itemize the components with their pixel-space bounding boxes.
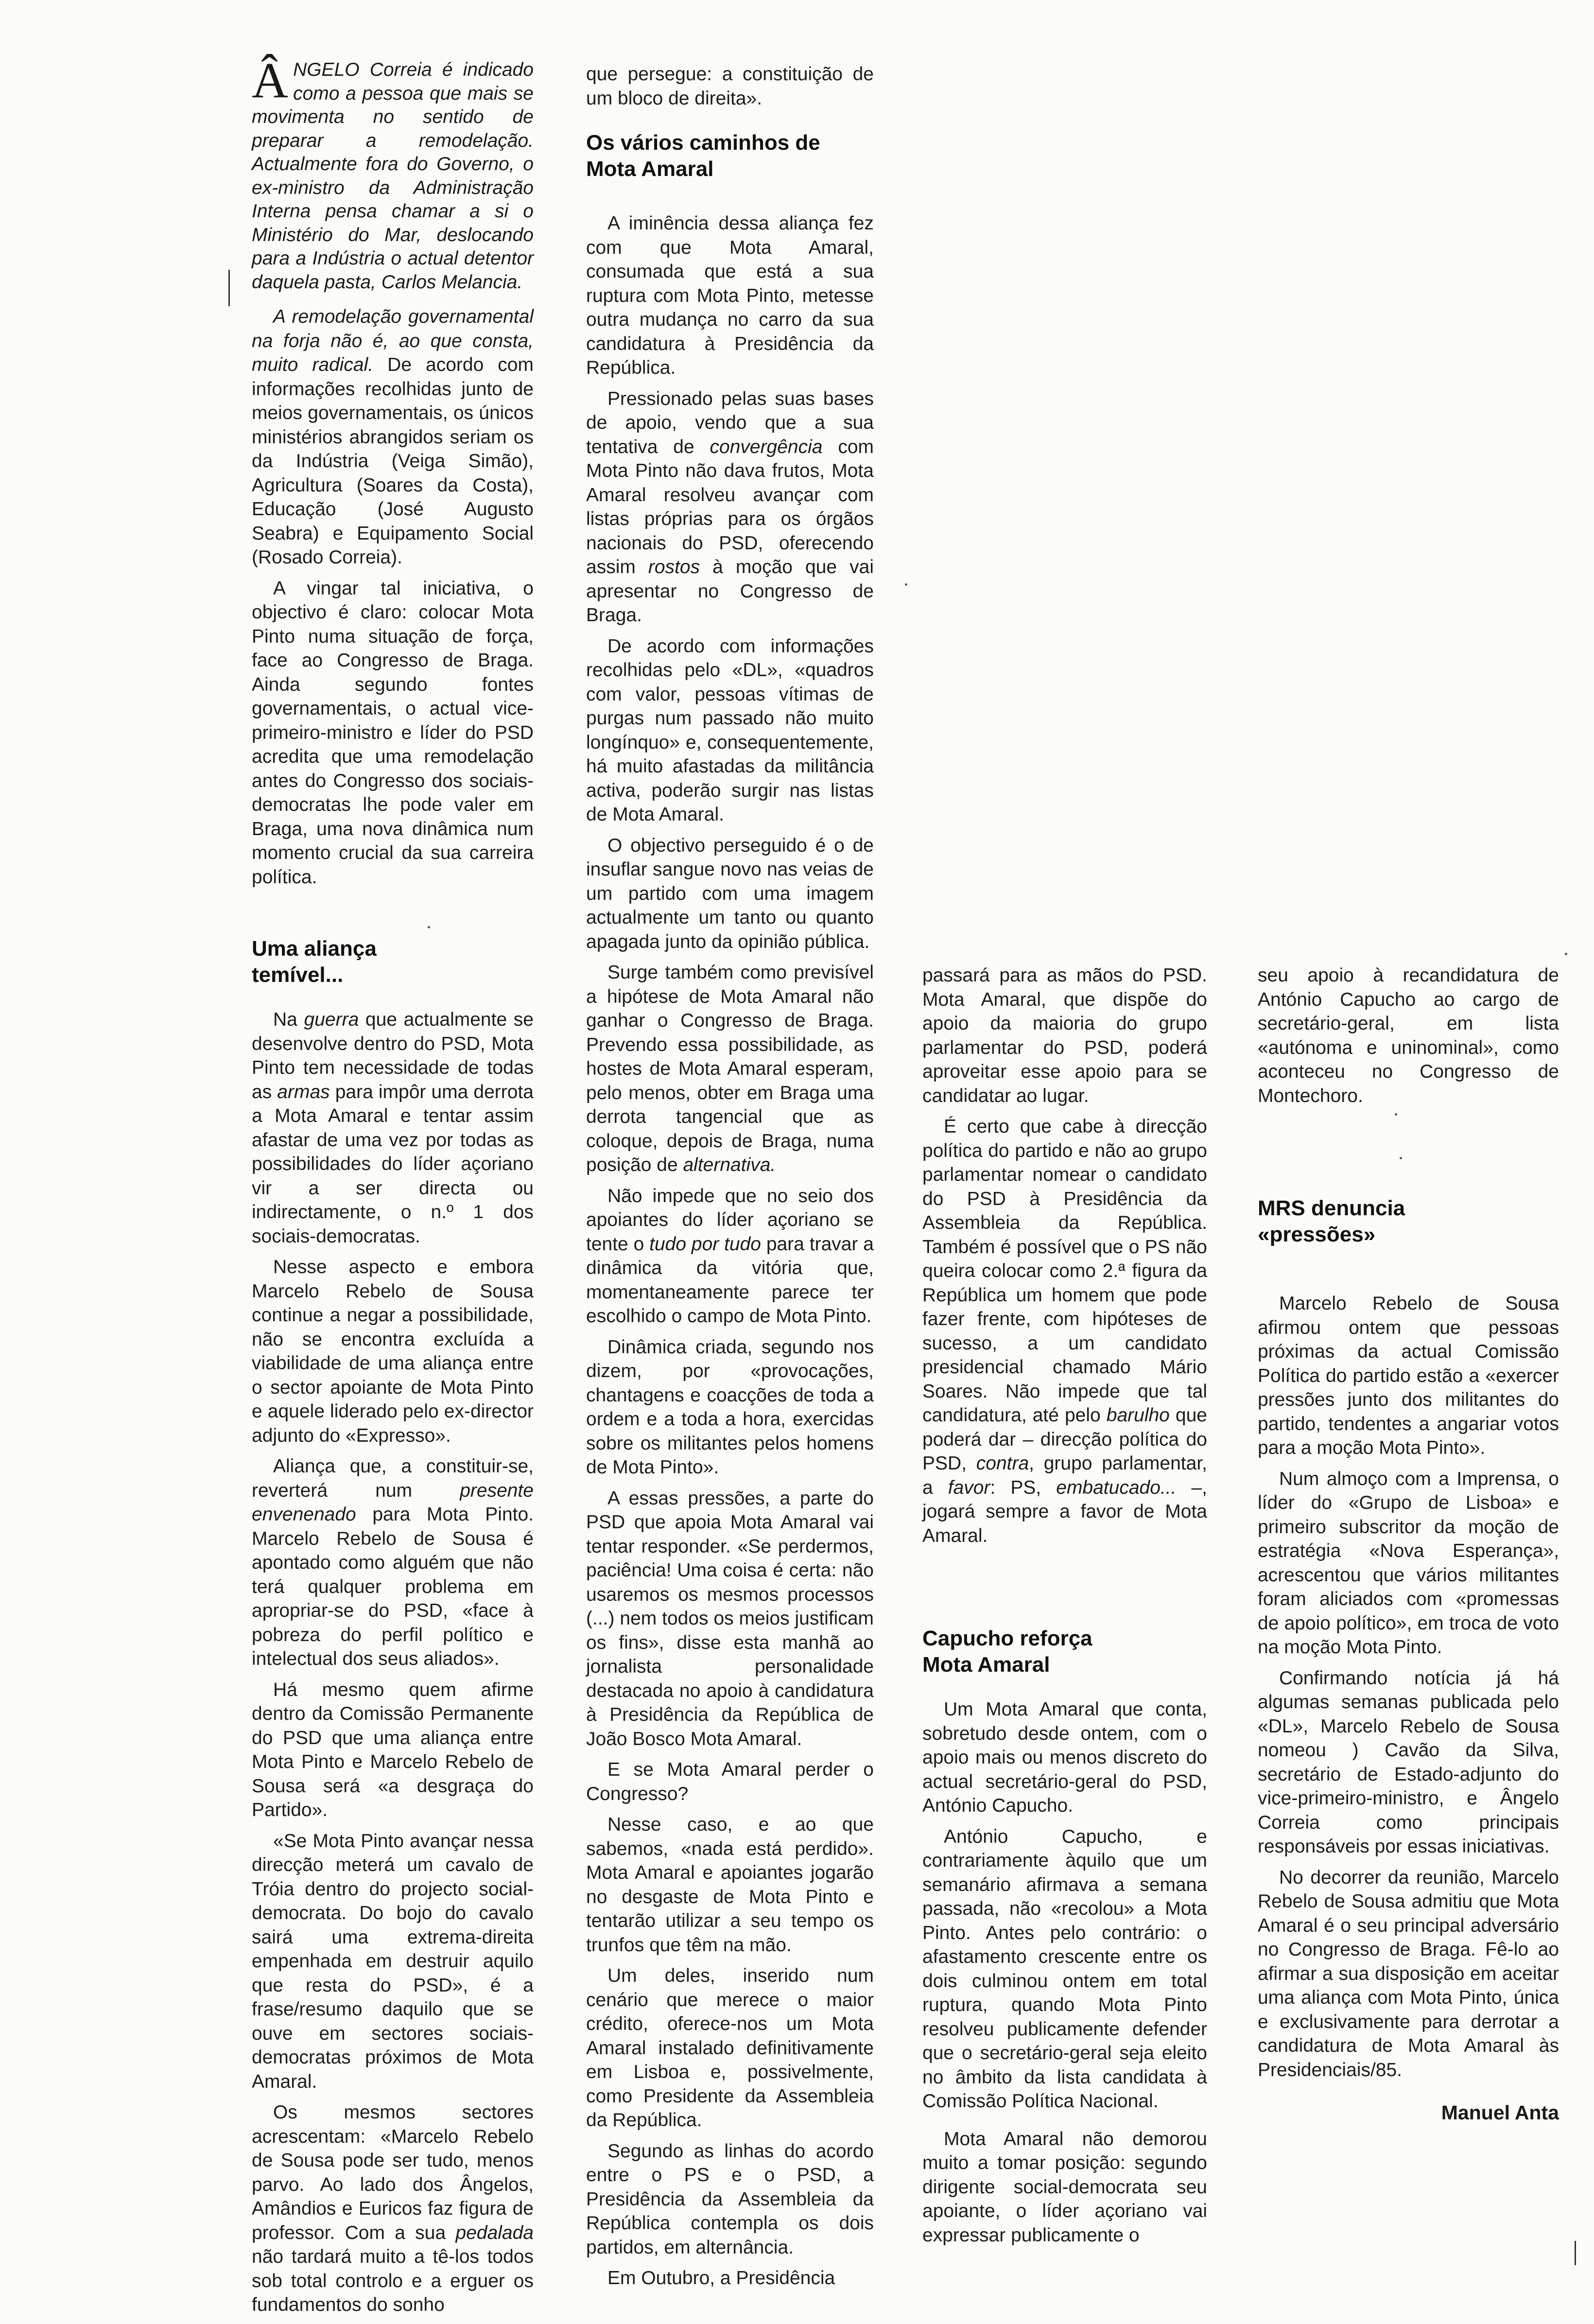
paragraph: Um deles, inserido num cenário que merece o maior crédito, oferece-nos um Mota Amaral instalado definitivamente em Lisboa e, possivelmente, como Presidente da Assembleia da República. (586, 1965, 874, 2131)
subheading-varios-caminhos: Os vários caminhos de Mota Amaral (586, 131, 820, 181)
scan-speck (905, 583, 907, 586)
paragraph: O objectivo perseguido é o de insuflar sangue novo nas veias de um partido com uma imagem actualmente um tanto ou quanto apagada junto da opinião pública. (586, 835, 874, 952)
paragraph: seu apoio à recandidatura de António Capucho ao cargo de secretário-geral, em lista «autónoma e uninominal», como aconteceu no Congresso de Montechoro. (1258, 965, 1559, 1106)
emphasis: A remodelação governamental na forja não é, ao que consta, muito radical. (252, 306, 534, 375)
paragraph: De acordo com informações recolhidas pelo «DL», «quadros com valor, pessoas vítimas de purgas num passado não muito longínquo» e, consequentemente, há muito afastadas da militância activa, poderão surgir nas listas de Mota Amaral. (586, 635, 874, 825)
subheading-capucho-reforca: Capucho reforça Mota Amaral (922, 1626, 1092, 1677)
paragraph: Num almoço com a Imprensa, o líder do «Grupo de Lisboa» e primeiro subscritor da moção de estratégia «Nova Esperança», acrescentou que vários militantes foram aliciados com «promessas de apoio político», em troca de voto na moção Mota Pinto. (1258, 1468, 1559, 1658)
paragraph: A essas pressões, a parte do PSD que apoia Mota Amaral vai tentar responder. «Se perdermos, paciência! Uma coisa é certa: não usaremos os mesmos processos (...) nem todos os meios justificam os fins», disse esta manhã ao jornalista personalidade destacada no apoio à candidatura à Presidência da República de João Bosco Mota Amaral. (586, 1487, 874, 1749)
drop-cap: Â (252, 52, 289, 108)
paragraph: Segundo as linhas do acordo entre o PS e o PSD, a Presidência da Assembleia da República contempla os dois partidos, em alternância. (586, 2140, 874, 2258)
article-column-2 (586, 62, 874, 2297)
article-column-1 (252, 52, 534, 2324)
paragraph: Na guerra que actualmente se desenvolve dentro do PSD, Mota Pinto tem necessidade de todas as armas para impôr uma derrota a Mota Amaral e tentar assim afastar de uma vez por todas as possibilidades do líder açoriano vir a ser directa ou indirectamente, o n.º 1 dos sociais-democratas. (252, 1009, 534, 1247)
paragraph: É certo que cabe à direcção política do partido e não ao grupo parlamentar nomear o candidato do PSD à Presidência da Assembleia da República. Também é possível que o PS não queira colocar como 2.ª figura da República um homem que pode fazer frente, com hipóteses de sucesso, a um candidato presidencial chamado Mário Soares. Não impede que tal candidatura, até pelo barulho que poderá dar – direcção política do PSD, contra, grupo parlamentar, a favor: PS, embatucado... –, jogará sempre a favor de Mota Amaral. (922, 1116, 1207, 1546)
scan-speck (428, 926, 430, 928)
paragraph: Marcelo Rebelo de Sousa afirmou ontem que pessoas próximas da actual Comissão Política do partido estão a «exercer pressões junto dos militantes do partido, tendentes a angariar votos para a moção Mota Pinto». (1258, 1293, 1559, 1458)
paragraph: Os mesmos sectores acrescentam: «Marcelo Rebelo de Sousa pode ser tudo, menos parvo. Ao lado dos Ângelos, Amândios e Euricos faz figura de professor. Com a sua pedalada não tardará muito a tê-los todos sob total controlo e a erguer os fundamentos do sonho (252, 2102, 534, 2315)
margin-mark (228, 270, 230, 306)
paragraph: Nesse aspecto e embora Marcelo Rebelo de Sousa continue a negar a possibilidade, não se encontra excluída a viabilidade de uma aliança entre o sector apoiante de Mota Pinto e aquele liderado pelo ex-director adjunto do «Expresso». (252, 1257, 534, 1446)
paragraph: No decorrer da reunião, Marcelo Rebelo de Sousa admitiu que Mota Amaral é o seu principal adversário no Congresso de Braga. Fê-lo ao afirmar a sua disposição em aceitar uma aliança com Mota Pinto, única e exclusivamente para derrotar a candidatura de Mota Amaral às Presidenciais/85. (1258, 1867, 1559, 2080)
paragraph: Nesse caso, e ao que sabemos, «nada está perdido». Mota Amaral e apoiantes jogarão no desgaste de Mota Pinto e tentarão utilizar a seu tempo os trunfos que têm na mão. (586, 1814, 874, 1956)
paragraph: Surge também como previsível a hipótese de Mota Amaral não ganhar o Congresso de Braga. Prevendo essa possibilidade, as hostes de Mota Amaral esperam, pelo menos, obter em Braga uma derrota tangencial que as coloque, depois de Braga, numa posição de alternativa. (586, 962, 874, 1175)
paragraph: Um Mota Amaral que conta, sobretudo desde ontem, com o apoio mais ou menos discreto do actual secretário-geral do PSD, António Capucho. (922, 1699, 1207, 1816)
paragraph: Há mesmo quem afirme dentro da Comissão Permanente do PSD que uma aliança entre Mota Pinto e Marcelo Rebelo de Sousa será «a desgraça do Partido». (252, 1679, 534, 1820)
article-column-4 (1258, 963, 1559, 2124)
paragraph: Mota Amaral não demorou muito a tomar posição: segundo dirigente social-democrata seu apoiante, o líder açoriano vai expressar publicamente o (922, 2128, 1207, 2246)
paragraph: Dinâmica criada, segundo nos dizem, por «provocações, chantagens e coacções de toda a ordem e a toda a hora, exercidas sobre os militantes pelos homens de Mota Pinto». (586, 1336, 874, 1478)
subheading-mrs-denuncia: MRS denuncia «pressões» (1258, 1196, 1405, 1246)
paragraph: A remodelação governamental na forja não é, ao que consta, muito radical. De acordo com informações recolhidas junto de meios governamentais, os únicos ministérios abrangidos seriam os da Indústria (Veiga Simão), Agricultura (Soares da Costa), Educação (José Augusto Seabra) e Equipamento Social (Rosado Correia). (252, 306, 534, 568)
scan-speck (1395, 1113, 1397, 1116)
margin-mark (1575, 2241, 1576, 2265)
paragraph: Não impede que no seio dos apoiantes do líder açoriano se tente o tudo por tudo para travar a dinâmica da vitória que, momentaneamente parece ter escolhido o campo de Mota Pinto. (586, 1185, 874, 1327)
paragraph: A vingar tal iniciativa, o objectivo é claro: colocar Mota Pinto numa situação de força, face ao Congresso de Braga. Ainda segundo fontes governamentais, o actual vice-primeiro-ministro e líder do PSD acredita que uma remodelação antes do Congresso dos sociais-democratas lhe pode valer em Braga, uma nova dinâmica num momento crucial da sua carreira política. (252, 577, 534, 888)
paragraph: Pressionado pelas suas bases de apoio, vendo que a sua tentativa de convergência com Mota Pinto não dava frutos, Mota Amaral resolveu avançar com listas próprias para os órgãos nacionais do PSD, oferecendo assim rostos à moção que vai apresentar no Congresso de Braga. (586, 388, 874, 626)
lead-paragraph (252, 52, 534, 294)
scan-speck (1400, 1157, 1402, 1159)
paragraph: Em Outubro, a Presidência (607, 2268, 835, 2289)
scan-speck (1565, 953, 1567, 955)
subheading-alianca-temivel: Uma aliança temível... (252, 937, 377, 987)
paragraph: passará para as mãos do PSD. Mota Amaral, que dispõe do apoio da maioria do grupo parlamentar do PSD, poderá aproveitar esse apoio para se candidatar ao lugar. (922, 965, 1207, 1106)
paragraph: que persegue: a constituição de um bloco de direita». (586, 64, 874, 109)
article-column-3 (922, 963, 1207, 2254)
paragraph: A iminência dessa aliança fez com que Mota Amaral, consumada que está a sua ruptura com Mota Pinto, metesse outra mudança no carro da sua candidatura à Presidência da República. (586, 213, 874, 378)
paragraph: António Capucho, e contrariamente àquilo que um semanário afirmava a semana passada, não «recolou» a Mota Pinto. Antes pelo contrário: o afastamento crescente entre os dois culminou ontem em total ruptura, quando Mota Pinto resolveu publicamente defender que o secretário-geral seja eleito no âmbito da lista candidata à Comissão Política Nacional. (922, 1826, 1207, 2112)
paragraph: Aliança que, a constituir-se, reverterá num presente envenenado para Mota Pinto. Marcelo Rebelo de Sousa é apontado como alguém que não terá qualquer problema em apropriar-se do PSD, «face à pobreza do perfil político e intelectual dos seus aliados». (252, 1456, 534, 1669)
paragraph: «Se Mota Pinto avançar nessa direcção meterá um cavalo de Tróia dentro do projecto social-democrata. Do bojo do cavalo sairá uma extrema-direita empenhada em destruir aquilo que resta do PSD», é a frase/resumo daquilo que se ouve em sectores sociais-democratas próximos de Mota Amaral. (252, 1830, 534, 2092)
paragraph: E se Mota Amaral perder o Congresso? (586, 1759, 874, 1804)
paragraph: Confirmando notícia já há algumas semanas publicada pelo «DL», Marcelo Rebelo de Sousa nomeou ) Cavão da Silva, secretário de Estado-adjunto do vice-primeiro-ministro, e Ângelo Correia como principais responsáveis por essas iniciativas. (1258, 1667, 1559, 1857)
author-signature: Manuel Anta (1441, 2101, 1559, 2124)
lead-text: NGELO Correia é indicado como a pessoa que mais se movimenta no sentido de preparar a remodelação. Actualmente fora do Governo, o ex-ministro da Administração Interna pensa chamar a si o Ministério do Mar, deslocando para a Indústria o actual detentor daquela pasta, Carlos Melancia. (252, 59, 534, 293)
